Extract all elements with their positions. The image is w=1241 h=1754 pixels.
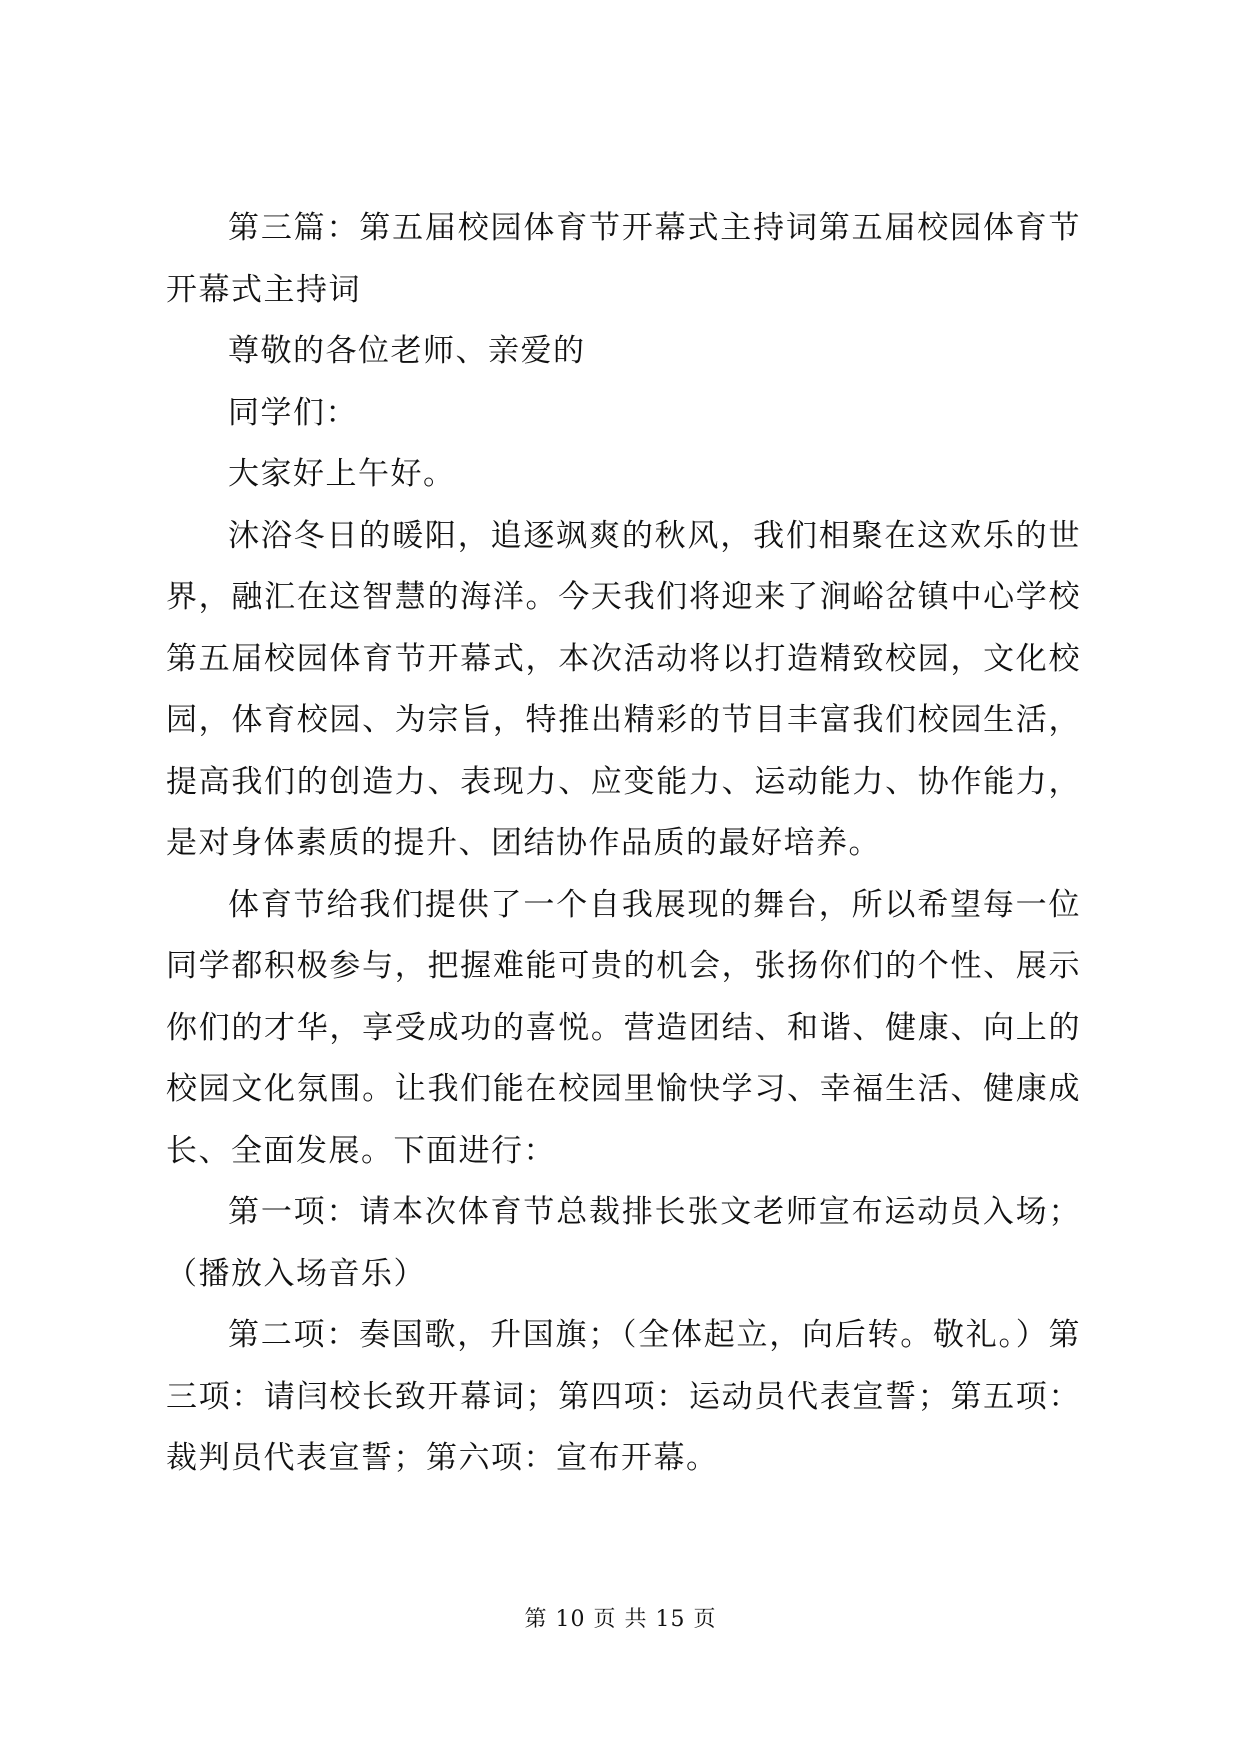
paragraph-item-two-onward: 第二项：奏国歌，升国旗；（全体起立，向后转。敬礼。）第三项：请闫校长致开幕词；第四项：运动员代表宣誓；第五项：裁判员代表宣誓；第六项：宣布开幕。 — [166, 1317, 1081, 1476]
paragraph-greeting: 大家好上午好。 — [228, 456, 456, 492]
paragraph-purpose: 体育节给我们提供了一个自我展现的舞台，所以希望每一位同学都积极参与，把握难能可贵的机会，张扬你们的个性、展示你们的才华，享受成功的喜悦。营造团结、和谐、健康、向上的校园文化氛围。让我们能在校园里愉快学习、幸福生活、健康成长、全面发展。下面进行： — [166, 886, 1081, 1169]
paragraph-salutation: 尊敬的各位老师、亲爱的 — [228, 333, 586, 369]
paragraph-salutation-students: 同学们： — [228, 394, 358, 431]
paragraph-opening: 沐浴冬日的暖阳，追逐飒爽的秋风，我们相聚在这欢乐的世界，融汇在这智慧的海洋。今天我们将迎来了涧峪岔镇中心学校第五届校园体育节开幕式，本次活动将以打造精致校园，文化校园，体育校园、为宗旨，特推出精彩的节目丰富我们校园生活，提高我们的创造力、表现力、应变能力、运动能力、协作能力，是对身体素质的提升、团结协作品质的最好培养。 — [166, 517, 1081, 861]
paragraph-item-one: 第一项：请本次体育节总裁排长张文老师宣布运动员入场；（播放入场音乐） — [166, 1194, 1081, 1292]
document-body — [166, 198, 1081, 1490]
paragraph-title: 第三篇：第五届校园体育节开幕式主持词第五届校园体育节开幕式主持词 — [166, 210, 1081, 308]
page-number-footer: 第 10 页 共 15 页 — [524, 1607, 717, 1632]
